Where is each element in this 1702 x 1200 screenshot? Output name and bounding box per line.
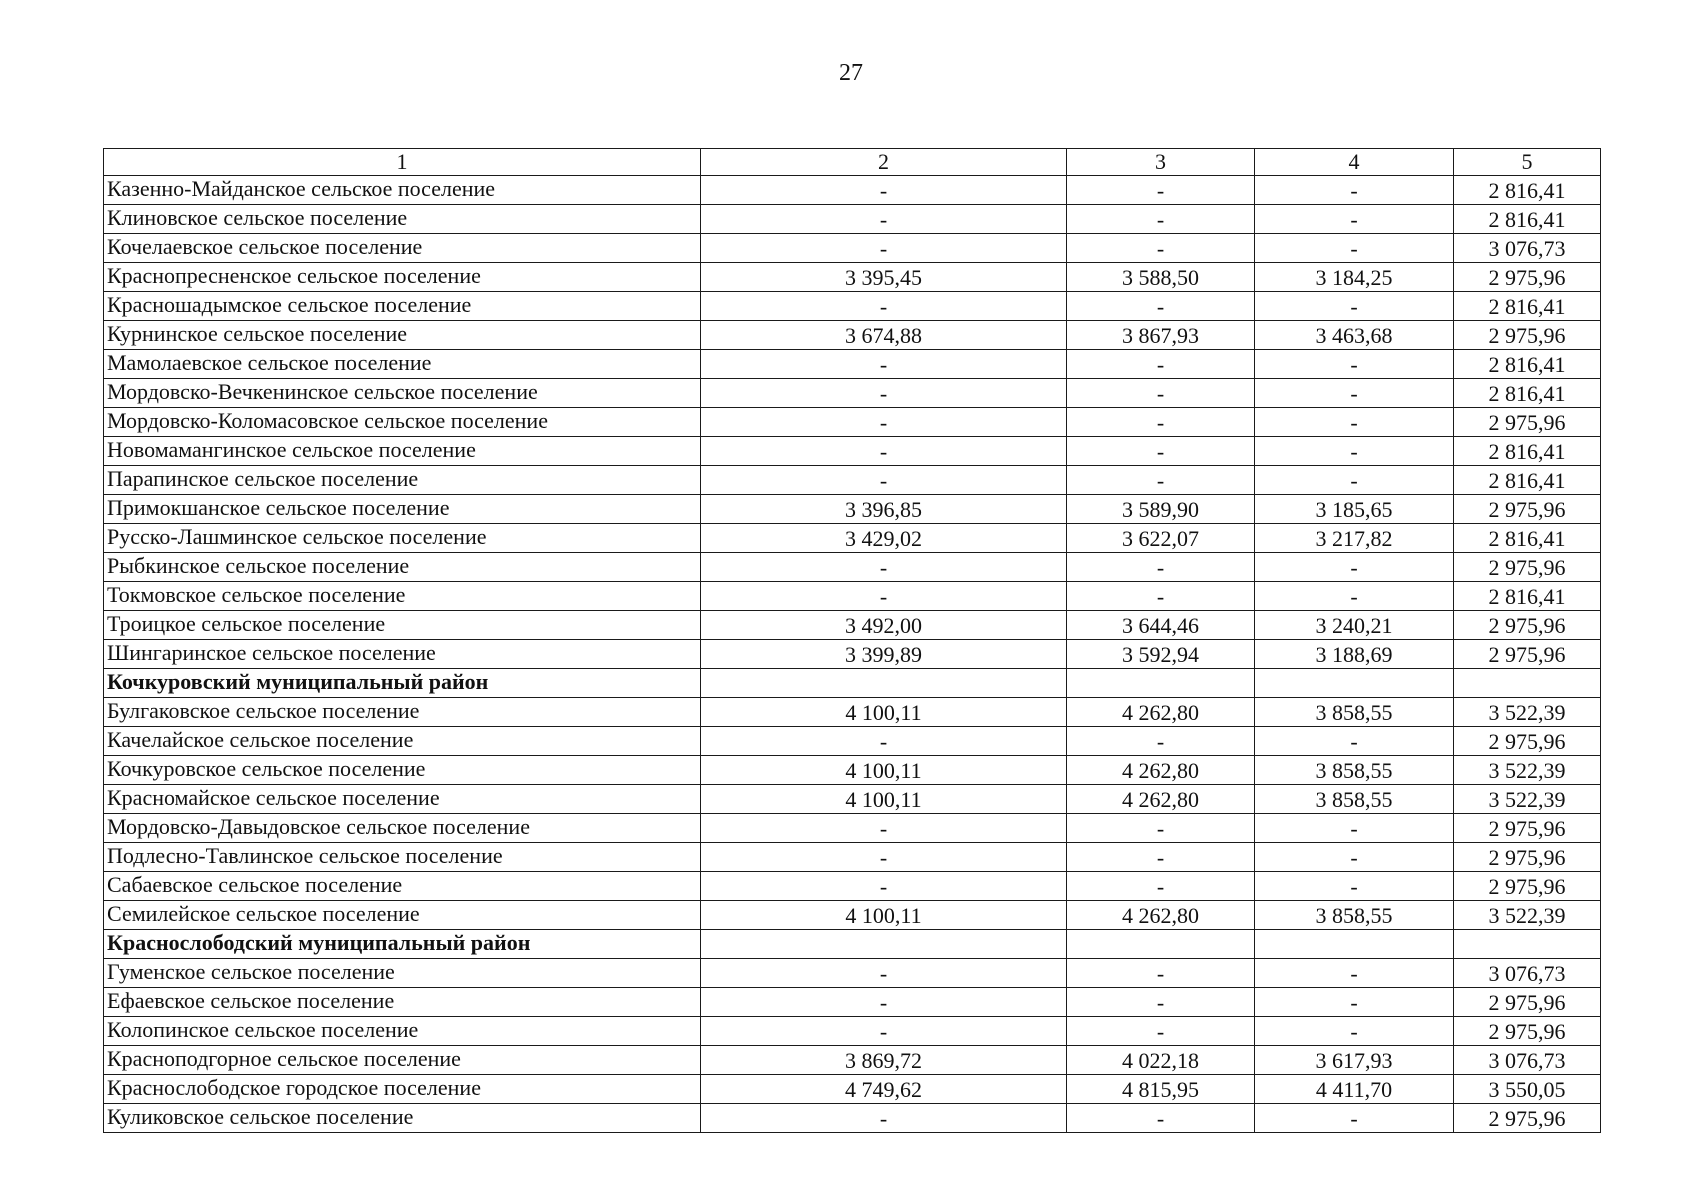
table-row	[104, 408, 1601, 437]
settlement-name-cell: Казенно-Майданское сельское поселение	[104, 176, 701, 205]
value-cell-col2: -	[701, 205, 1067, 234]
value-cell-col3: -	[1067, 176, 1255, 205]
value-cell-col3: -	[1067, 350, 1255, 379]
value-cell-col2: -	[701, 350, 1067, 379]
value-cell-col2: -	[701, 872, 1067, 901]
value-cell-col5: 2 975,96	[1454, 727, 1601, 756]
value-cell-col5: 3 550,05	[1454, 1075, 1601, 1104]
settlement-name-cell: Троицкое сельское поселение	[104, 611, 701, 640]
value-cell-col5: 2 816,41	[1454, 466, 1601, 495]
value-cell-col2: -	[701, 1104, 1067, 1133]
settlement-name-cell: Красномайское сельское поселение	[104, 785, 701, 814]
table-row	[104, 292, 1601, 321]
table-row	[104, 1017, 1601, 1046]
value-cell-col5: 2 975,96	[1454, 1104, 1601, 1133]
table-row	[104, 785, 1601, 814]
table-row	[104, 350, 1601, 379]
table-row	[104, 263, 1601, 292]
table-row	[104, 611, 1601, 640]
value-cell-col3: -	[1067, 553, 1255, 582]
table-row	[104, 582, 1601, 611]
value-cell-col3: 3 867,93	[1067, 321, 1255, 350]
settlement-name-cell: Русско-Лашминское сельское поселение	[104, 524, 701, 553]
value-cell-col5: 2 816,41	[1454, 176, 1601, 205]
value-cell-col5: 2 975,96	[1454, 263, 1601, 292]
table-row	[104, 843, 1601, 872]
page-number: 27	[839, 60, 863, 86]
table-row	[104, 321, 1601, 350]
settlement-name-cell: Колопинское сельское поселение	[104, 1017, 701, 1046]
value-cell-col5: 2 816,41	[1454, 292, 1601, 321]
value-cell-col3: 4 262,80	[1067, 785, 1255, 814]
settlement-name-cell: Подлесно-Тавлинское сельское поселение	[104, 843, 701, 872]
table-row	[104, 640, 1601, 669]
value-cell-col3: -	[1067, 582, 1255, 611]
value-cell-col3: -	[1067, 437, 1255, 466]
value-cell-col4: -	[1255, 727, 1454, 756]
settlement-name-cell: Рыбкинское сельское поселение	[104, 553, 701, 582]
value-cell-col5: 3 076,73	[1454, 234, 1601, 263]
value-cell-col5: 3 522,39	[1454, 785, 1601, 814]
settlement-name-cell: Курнинское сельское поселение	[104, 321, 701, 350]
table-row	[104, 1104, 1601, 1133]
settlement-name-cell: Булгаковское сельское поселение	[104, 698, 701, 727]
value-cell-col2: 4 100,11	[701, 785, 1067, 814]
value-cell-col4: 3 858,55	[1255, 698, 1454, 727]
table-body	[104, 176, 1601, 1133]
value-cell-col2: -	[701, 988, 1067, 1017]
value-cell-col4: 3 185,65	[1255, 495, 1454, 524]
value-cell-col2: 3 674,88	[701, 321, 1067, 350]
value-cell-col2: 4 749,62	[701, 1075, 1067, 1104]
value-cell-col5: 2 975,96	[1454, 611, 1601, 640]
value-cell-col3: -	[1067, 234, 1255, 263]
value-cell-col2: 4 100,11	[701, 901, 1067, 930]
value-cell-col4: -	[1255, 176, 1454, 205]
value-cell-col3: -	[1067, 727, 1255, 756]
value-cell-col5: 2 975,96	[1454, 640, 1601, 669]
value-cell-col5: 2 975,96	[1454, 408, 1601, 437]
settlement-name-cell: Мордовско-Вечкенинское сельское поселение	[104, 379, 701, 408]
value-cell-col5: 2 816,41	[1454, 205, 1601, 234]
value-cell-col3: 3 644,46	[1067, 611, 1255, 640]
value-cell-col4: 4 411,70	[1255, 1075, 1454, 1104]
value-cell-col5: 2 975,96	[1454, 553, 1601, 582]
value-cell-col4: -	[1255, 466, 1454, 495]
settlement-name-cell: Сабаевское сельское поселение	[104, 872, 701, 901]
value-cell-col2: -	[701, 814, 1067, 843]
value-cell-col4: 3 217,82	[1255, 524, 1454, 553]
value-cell-col3: -	[1067, 408, 1255, 437]
value-cell-col2	[701, 669, 1067, 698]
value-cell-col5: 2 816,41	[1454, 350, 1601, 379]
value-cell-col4: -	[1255, 843, 1454, 872]
value-cell-col2: 3 429,02	[701, 524, 1067, 553]
value-cell-col4: -	[1255, 350, 1454, 379]
value-cell-col3: 4 262,80	[1067, 756, 1255, 785]
column-header-4: 4	[1255, 149, 1454, 176]
value-cell-col5: 2 975,96	[1454, 1017, 1601, 1046]
value-cell-col4	[1255, 669, 1454, 698]
table-row	[104, 1046, 1601, 1075]
value-cell-col2: 3 396,85	[701, 495, 1067, 524]
settlement-name-cell: Мордовско-Коломасовское сельское поселение	[104, 408, 701, 437]
value-cell-col4: -	[1255, 1017, 1454, 1046]
value-cell-col2: -	[701, 466, 1067, 495]
value-cell-col2: 3 492,00	[701, 611, 1067, 640]
table-row	[104, 756, 1601, 785]
value-cell-col4: 3 858,55	[1255, 785, 1454, 814]
value-cell-col5: 2 816,41	[1454, 437, 1601, 466]
settlement-name-cell: Клиновское сельское поселение	[104, 205, 701, 234]
value-cell-col3: -	[1067, 959, 1255, 988]
value-cell-col3: -	[1067, 466, 1255, 495]
district-header-row	[104, 669, 1601, 698]
value-cell-col2: 3 395,45	[701, 263, 1067, 292]
value-cell-col2: -	[701, 292, 1067, 321]
settlement-name-cell: Токмовское сельское поселение	[104, 582, 701, 611]
column-header-5: 5	[1454, 149, 1601, 176]
value-cell-col3: 3 588,50	[1067, 263, 1255, 292]
value-cell-col4: 3 858,55	[1255, 756, 1454, 785]
value-cell-col3: 3 622,07	[1067, 524, 1255, 553]
table-row	[104, 901, 1601, 930]
settlement-name-cell: Кочкуровское сельское поселение	[104, 756, 701, 785]
value-cell-col4: -	[1255, 959, 1454, 988]
value-cell-col4: 3 188,69	[1255, 640, 1454, 669]
value-cell-col5: 2 816,41	[1454, 524, 1601, 553]
value-cell-col2: -	[701, 379, 1067, 408]
value-cell-col5: 2 975,96	[1454, 495, 1601, 524]
value-cell-col5: 3 522,39	[1454, 698, 1601, 727]
value-cell-col2: -	[701, 727, 1067, 756]
value-cell-col4: 3 240,21	[1255, 611, 1454, 640]
value-cell-col5: 2 975,96	[1454, 321, 1601, 350]
value-cell-col5	[1454, 669, 1601, 698]
settlement-name-cell: Парапинское сельское поселение	[104, 466, 701, 495]
value-cell-col5: 3 522,39	[1454, 756, 1601, 785]
settlement-name-cell: Мамолаевское сельское поселение	[104, 350, 701, 379]
value-cell-col3: -	[1067, 988, 1255, 1017]
value-cell-col4	[1255, 930, 1454, 959]
table-row	[104, 1075, 1601, 1104]
settlement-name-cell: Новомамангинское сельское поселение	[104, 437, 701, 466]
settlement-name-cell: Семилейское сельское поселение	[104, 901, 701, 930]
value-cell-col3: -	[1067, 379, 1255, 408]
value-cell-col3: 3 592,94	[1067, 640, 1255, 669]
table-row	[104, 205, 1601, 234]
column-header-3: 3	[1067, 149, 1255, 176]
table-row	[104, 959, 1601, 988]
value-cell-col5: 2 975,96	[1454, 843, 1601, 872]
value-cell-col3: -	[1067, 292, 1255, 321]
table-header	[104, 149, 1601, 176]
value-cell-col2: -	[701, 553, 1067, 582]
value-cell-col2: -	[701, 1017, 1067, 1046]
value-cell-col2	[701, 930, 1067, 959]
settlement-name-cell: Куликовское сельское поселение	[104, 1104, 701, 1133]
value-cell-col3: 4 262,80	[1067, 698, 1255, 727]
value-cell-col5	[1454, 930, 1601, 959]
value-cell-col3: 4 022,18	[1067, 1046, 1255, 1075]
value-cell-col4: -	[1255, 553, 1454, 582]
table-row	[104, 814, 1601, 843]
value-cell-col2: -	[701, 582, 1067, 611]
column-header-2: 2	[701, 149, 1067, 176]
settlement-name-cell: Ефаевское сельское поселение	[104, 988, 701, 1017]
value-cell-col2: -	[701, 408, 1067, 437]
value-cell-col5: 3 076,73	[1454, 1046, 1601, 1075]
value-cell-col4: -	[1255, 582, 1454, 611]
table-row	[104, 553, 1601, 582]
value-cell-col3: 3 589,90	[1067, 495, 1255, 524]
value-cell-col4: -	[1255, 1104, 1454, 1133]
value-cell-col5: 2 975,96	[1454, 988, 1601, 1017]
value-cell-col4: 3 617,93	[1255, 1046, 1454, 1075]
table-row	[104, 495, 1601, 524]
header-row	[104, 149, 1601, 176]
value-cell-col4: -	[1255, 408, 1454, 437]
value-cell-col5: 2 975,96	[1454, 814, 1601, 843]
tariff-table	[103, 148, 1601, 1133]
value-cell-col3: -	[1067, 1017, 1255, 1046]
value-cell-col2: -	[701, 843, 1067, 872]
value-cell-col3	[1067, 669, 1255, 698]
district-name-cell: Кочкуровский муниципальный район	[104, 669, 701, 698]
value-cell-col5: 2 816,41	[1454, 582, 1601, 611]
settlement-name-cell: Качелайское сельское поселение	[104, 727, 701, 756]
settlement-name-cell: Мордовско-Давыдовское сельское поселение	[104, 814, 701, 843]
value-cell-col5: 2 816,41	[1454, 379, 1601, 408]
value-cell-col4: -	[1255, 437, 1454, 466]
settlement-name-cell: Гуменское сельское поселение	[104, 959, 701, 988]
value-cell-col3: -	[1067, 1104, 1255, 1133]
value-cell-col2: 4 100,11	[701, 698, 1067, 727]
settlement-name-cell: Кочелаевское сельское поселение	[104, 234, 701, 263]
value-cell-col2: -	[701, 959, 1067, 988]
district-name-cell: Краснослободский муниципальный район	[104, 930, 701, 959]
table-row	[104, 379, 1601, 408]
value-cell-col3: 4 262,80	[1067, 901, 1255, 930]
value-cell-col4: -	[1255, 205, 1454, 234]
value-cell-col3: 4 815,95	[1067, 1075, 1255, 1104]
settlement-name-cell: Примокшанское сельское поселение	[104, 495, 701, 524]
value-cell-col5: 2 975,96	[1454, 872, 1601, 901]
value-cell-col4: -	[1255, 988, 1454, 1017]
district-header-row	[104, 930, 1601, 959]
value-cell-col5: 3 076,73	[1454, 959, 1601, 988]
value-cell-col4: 3 463,68	[1255, 321, 1454, 350]
value-cell-col2: 3 869,72	[701, 1046, 1067, 1075]
table-row	[104, 524, 1601, 553]
value-cell-col4: -	[1255, 814, 1454, 843]
value-cell-col4: -	[1255, 872, 1454, 901]
value-cell-col3	[1067, 930, 1255, 959]
value-cell-col3: -	[1067, 205, 1255, 234]
value-cell-col3: -	[1067, 872, 1255, 901]
settlement-name-cell: Шингаринское сельское поселение	[104, 640, 701, 669]
settlement-name-cell: Красношадымское сельское поселение	[104, 292, 701, 321]
settlement-name-cell: Краснослободское городское поселение	[104, 1075, 701, 1104]
table-row	[104, 234, 1601, 263]
value-cell-col2: -	[701, 176, 1067, 205]
table-row	[104, 727, 1601, 756]
value-cell-col4: 3 858,55	[1255, 901, 1454, 930]
value-cell-col4: 3 184,25	[1255, 263, 1454, 292]
table-row	[104, 698, 1601, 727]
value-cell-col4: -	[1255, 292, 1454, 321]
settlement-name-cell: Краснопресненское сельское поселение	[104, 263, 701, 292]
column-header-1: 1	[104, 149, 701, 176]
value-cell-col2: 4 100,11	[701, 756, 1067, 785]
value-cell-col5: 3 522,39	[1454, 901, 1601, 930]
value-cell-col4: -	[1255, 379, 1454, 408]
value-cell-col3: -	[1067, 814, 1255, 843]
value-cell-col4: -	[1255, 234, 1454, 263]
value-cell-col2: -	[701, 437, 1067, 466]
value-cell-col3: -	[1067, 843, 1255, 872]
table-row	[104, 466, 1601, 495]
table-row	[104, 988, 1601, 1017]
table-row	[104, 176, 1601, 205]
table-row	[104, 437, 1601, 466]
table-row	[104, 872, 1601, 901]
value-cell-col2: -	[701, 234, 1067, 263]
value-cell-col2: 3 399,89	[701, 640, 1067, 669]
settlement-name-cell: Красноподгорное сельское поселение	[104, 1046, 701, 1075]
